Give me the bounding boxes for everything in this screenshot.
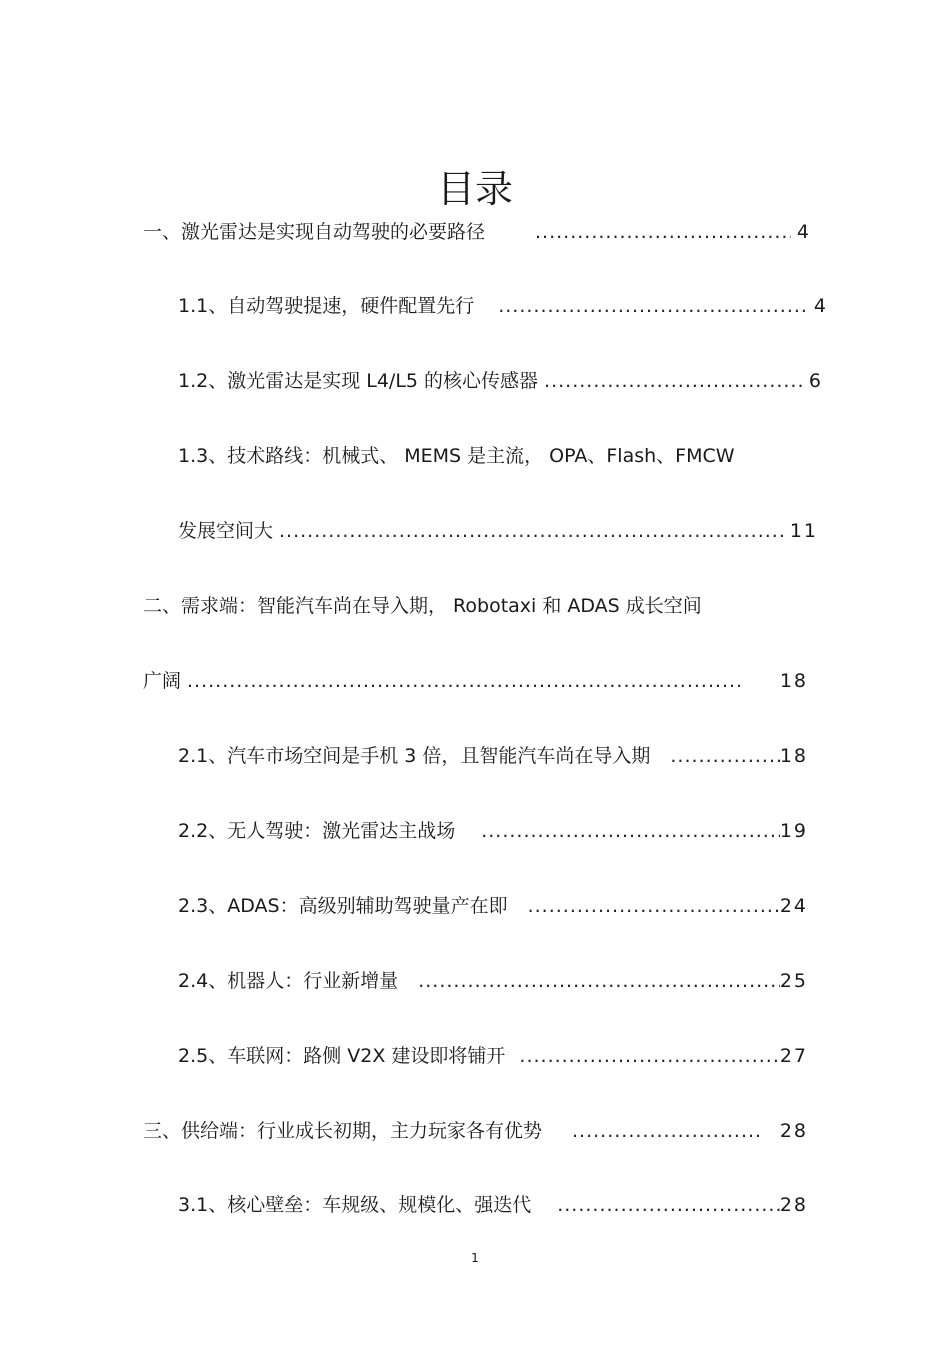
toc-entry-label: 二、需求端：智能汽车尚在导入期， Robotaxi 和 ADAS 成长空间 [143, 595, 702, 617]
toc-entry-page: 4 [813, 295, 828, 317]
toc-entry-page: 18 [779, 745, 808, 767]
toc-entry[interactable] [178, 891, 808, 921]
toc-leader [481, 816, 780, 846]
toc-entry-page: 28 [779, 1194, 808, 1216]
toc-entry-label: 1.1、自动驾驶提速，硬件配置先行 [178, 295, 475, 317]
toc-leader [544, 366, 803, 396]
toc-entry[interactable] [178, 1041, 808, 1071]
toc-entry-page: 19 [779, 820, 808, 842]
toc-title: 目录 [436, 167, 513, 212]
toc-leader [279, 516, 784, 546]
toc-entry-label: 1.3、技术路线：机械式、 MEMS 是主流， OPA、Flash、FMCW [178, 445, 735, 467]
toc-entry-label: 3.1、核心壁垒：车规级、规模化、强迭代 [178, 1194, 532, 1216]
toc-entry[interactable] [178, 516, 818, 546]
toc-entry-page: 18 [779, 670, 808, 692]
toc-entry[interactable] [178, 1190, 808, 1220]
toc-entry-page: 4 [796, 221, 811, 243]
toc-entry[interactable] [143, 666, 808, 696]
toc-entry[interactable] [143, 591, 813, 621]
toc-entry[interactable] [178, 966, 808, 996]
toc-leader [418, 966, 780, 996]
page-number: 1 [471, 1251, 479, 1265]
toc-entry[interactable] [143, 217, 811, 247]
toc-entry-label: 2.4、机器人：行业新增量 [178, 970, 399, 992]
toc-entry-page: 27 [779, 1045, 808, 1067]
toc-leader [187, 666, 740, 696]
toc-leader [572, 1116, 764, 1146]
toc-entry-label: 2.2、无人驾驶：激光雷达主战场 [178, 820, 456, 842]
toc-entry-label: 1.2、激光雷达是实现 L4/L5 的核心传感器 [178, 370, 539, 392]
toc-leader [557, 1190, 780, 1220]
toc-entry-label: 2.5、车联网：路侧 V2X 建设即将铺开 [178, 1045, 506, 1067]
toc-entry-label: 2.1、汽车市场空间是手机 3 倍，且智能汽车尚在导入期 [178, 745, 651, 767]
toc-entry[interactable] [178, 366, 823, 396]
toc-leader [670, 741, 779, 771]
toc-entry-page: 25 [779, 970, 808, 992]
toc-entry-page: 24 [779, 895, 808, 917]
toc-leader [498, 291, 808, 321]
toc-entry-label: 一、激光雷达是实现自动驾驶的必要路径 [143, 221, 486, 243]
toc-entry[interactable] [178, 441, 818, 471]
toc-leader [528, 891, 780, 921]
toc-entry-page: 6 [808, 370, 823, 392]
toc-entry[interactable] [178, 741, 808, 771]
toc-entry-label: 2.3、ADAS：高级别辅助驾驶量产在即 [178, 895, 508, 917]
toc-entry[interactable] [178, 816, 808, 846]
toc-entry[interactable] [143, 1116, 808, 1146]
toc-entry-label: 广阔 [143, 670, 182, 692]
toc-leader [519, 1041, 779, 1071]
toc-entry-label: 发展空间大 [178, 520, 274, 542]
toc-entry-page: 11 [789, 520, 818, 542]
toc-leader [535, 217, 791, 247]
toc-entry-page: 28 [779, 1120, 808, 1142]
toc-entry-label: 三、供给端：行业成长初期，主力玩家各有优势 [143, 1120, 543, 1142]
toc-entry[interactable] [178, 291, 828, 321]
